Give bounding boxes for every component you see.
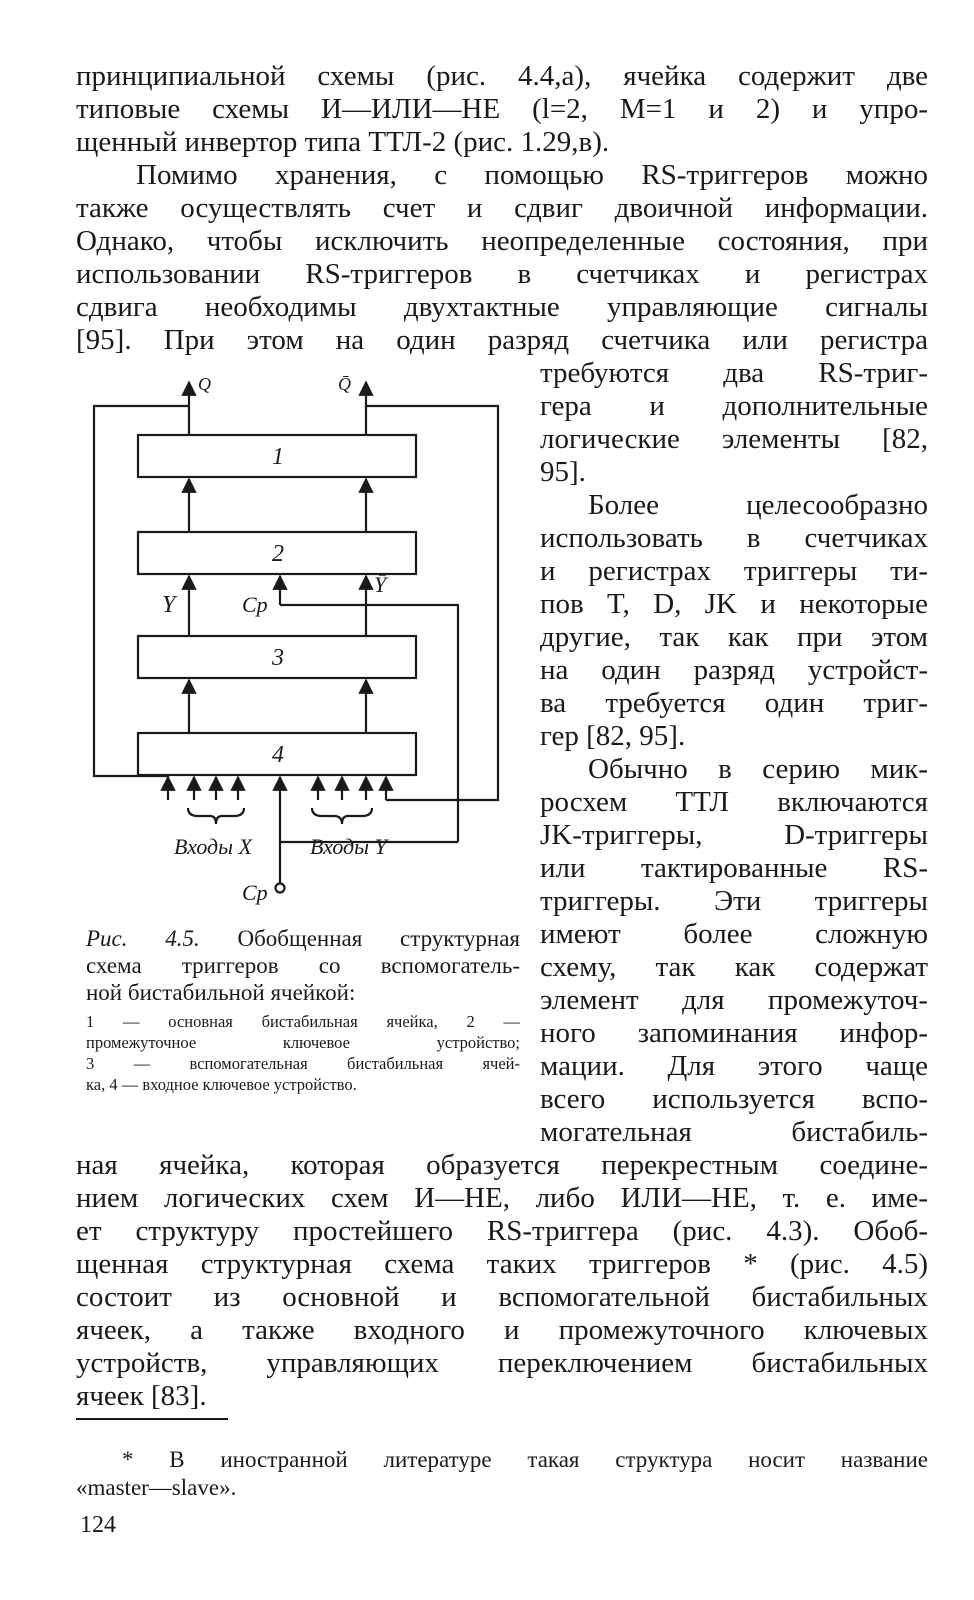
caption-title: Обобщенная структурная [237, 926, 521, 951]
text-line: Обычно в серию мик- [588, 753, 928, 785]
text-line: ного запоминания инфор- [540, 1017, 928, 1049]
text-line: [95]. При этом на один разряд счетчика или регистра [76, 324, 928, 356]
text-line: пов T, D, JK и некоторые [540, 588, 928, 620]
block-label: 4 [272, 742, 284, 768]
text-line: устройств, управляющих переключением бистабильных [76, 1347, 928, 1379]
text-line: гера и дополнительные [540, 390, 928, 422]
text-line: триггеры. Эти триггеры [540, 885, 928, 917]
text-line: могательная бистабиль- [540, 1116, 928, 1148]
caption-figure-number: Рис. 4.5. [86, 926, 200, 951]
text-line: другие, так как при этом [540, 621, 928, 653]
text-line: состоит из основной и вспомогательной бистабильных [76, 1281, 928, 1313]
footnote-line: * В иностранной литературе такая структура носит название [122, 1447, 928, 1472]
figure-4-5-diagram [86, 360, 526, 920]
label-cp-mid: Cp [242, 592, 268, 617]
label-inputs-y: Входы Y [310, 834, 387, 859]
text-line: схему, так как содержат [540, 951, 928, 983]
text-line: нием логических схем И—НЕ, либо ИЛИ—НЕ, т. е. име- [76, 1182, 928, 1214]
text-line: на один разряд устройст- [540, 654, 928, 686]
text-line: логические элементы [82, [540, 423, 928, 455]
text-line: или тактированные RS- [540, 852, 928, 884]
caption-legend-line: 1 — основная бистабильная ячейка, 2 — [86, 1012, 520, 1031]
text-line: сдвига необходимы двухтактные управляющие сигналы [76, 291, 928, 323]
label-inputs-x: Входы X [174, 834, 253, 859]
text-line: также осуществлять счет и сдвиг двоичной информации. [76, 192, 928, 224]
text-line: ячеек [83]. [76, 1380, 207, 1412]
block-label: 1 [272, 444, 284, 470]
text-line: требуются два RS-триг- [540, 357, 928, 389]
text-line: использовании RS-триггеров в счетчиках и регистрах [76, 258, 928, 290]
figure-caption [86, 925, 520, 1094]
caption-line: ной бистабильной ячейкой: [86, 980, 356, 1005]
text-line: ячеек, а также входного и промежуточного ключевых [76, 1314, 928, 1346]
text-line: мации. Для этого чаще [540, 1050, 928, 1082]
block-label: 2 [272, 541, 284, 567]
caption-line [86, 925, 520, 952]
label-q-bar: Q̄ [338, 374, 351, 394]
text-line: имеют более сложную [540, 918, 928, 950]
footnote-line: «master—slave». [76, 1475, 237, 1500]
text-line: росхем ТТЛ включаются [540, 786, 928, 818]
caption-legend-line: 3 — вспомогательная бистабильная ячей- [86, 1054, 520, 1073]
text-line: Помимо хранения, с помощью RS-триггеров можно [136, 159, 928, 191]
footnote-divider [76, 1418, 228, 1420]
text-line: Однако, чтобы исключить неопределенные состояния, при [76, 225, 928, 257]
text-line: ная ячейка, которая образуется перекрестным соедине- [76, 1149, 928, 1181]
text-line: щенная структурная схема таких триггеров * (рис. 4.5) [76, 1248, 928, 1280]
caption-legend-line: промежуточное ключевое устройство; [86, 1033, 520, 1052]
text-line: использовать в счетчиках [540, 522, 928, 554]
text-line: ет структуру простейшего RS-триггера (рис. 4.3). Обоб- [76, 1215, 928, 1247]
text-line: гер [82, 95]. [540, 720, 686, 752]
page-number: 124 [80, 1512, 116, 1538]
label-y: Y [162, 592, 176, 618]
text-line: всего используется вспо- [540, 1083, 928, 1115]
text-line: принципиальной схемы (рис. 4.4,а), ячейка содержит две [76, 60, 928, 92]
label-cp-input: Cp [242, 880, 268, 905]
text-line: и регистрах триггеры ти- [540, 555, 928, 587]
text-line: 95]. [540, 456, 586, 488]
label-y-bar: Ȳ [374, 572, 387, 597]
label-q: Q [198, 374, 211, 394]
text-line: JK-триггеры, D-триггеры [540, 819, 928, 851]
block-label: 3 [272, 645, 284, 671]
text-line: элемент для промежуточ- [540, 984, 928, 1016]
caption-legend-line: ка, 4 — входное ключевое устройство. [86, 1075, 357, 1094]
text-line: щенный инвертор типа ТТЛ-2 (рис. 1.29,в). [76, 126, 610, 158]
text-line: типовые схемы И—ИЛИ—НЕ (l=2, M=1 и 2) и упро- [76, 93, 928, 125]
caption-line: схема триггеров со вспомогатель- [86, 953, 520, 978]
text-line: Более целесообразно [588, 489, 928, 521]
text-line: ва требуется один триг- [540, 687, 928, 719]
